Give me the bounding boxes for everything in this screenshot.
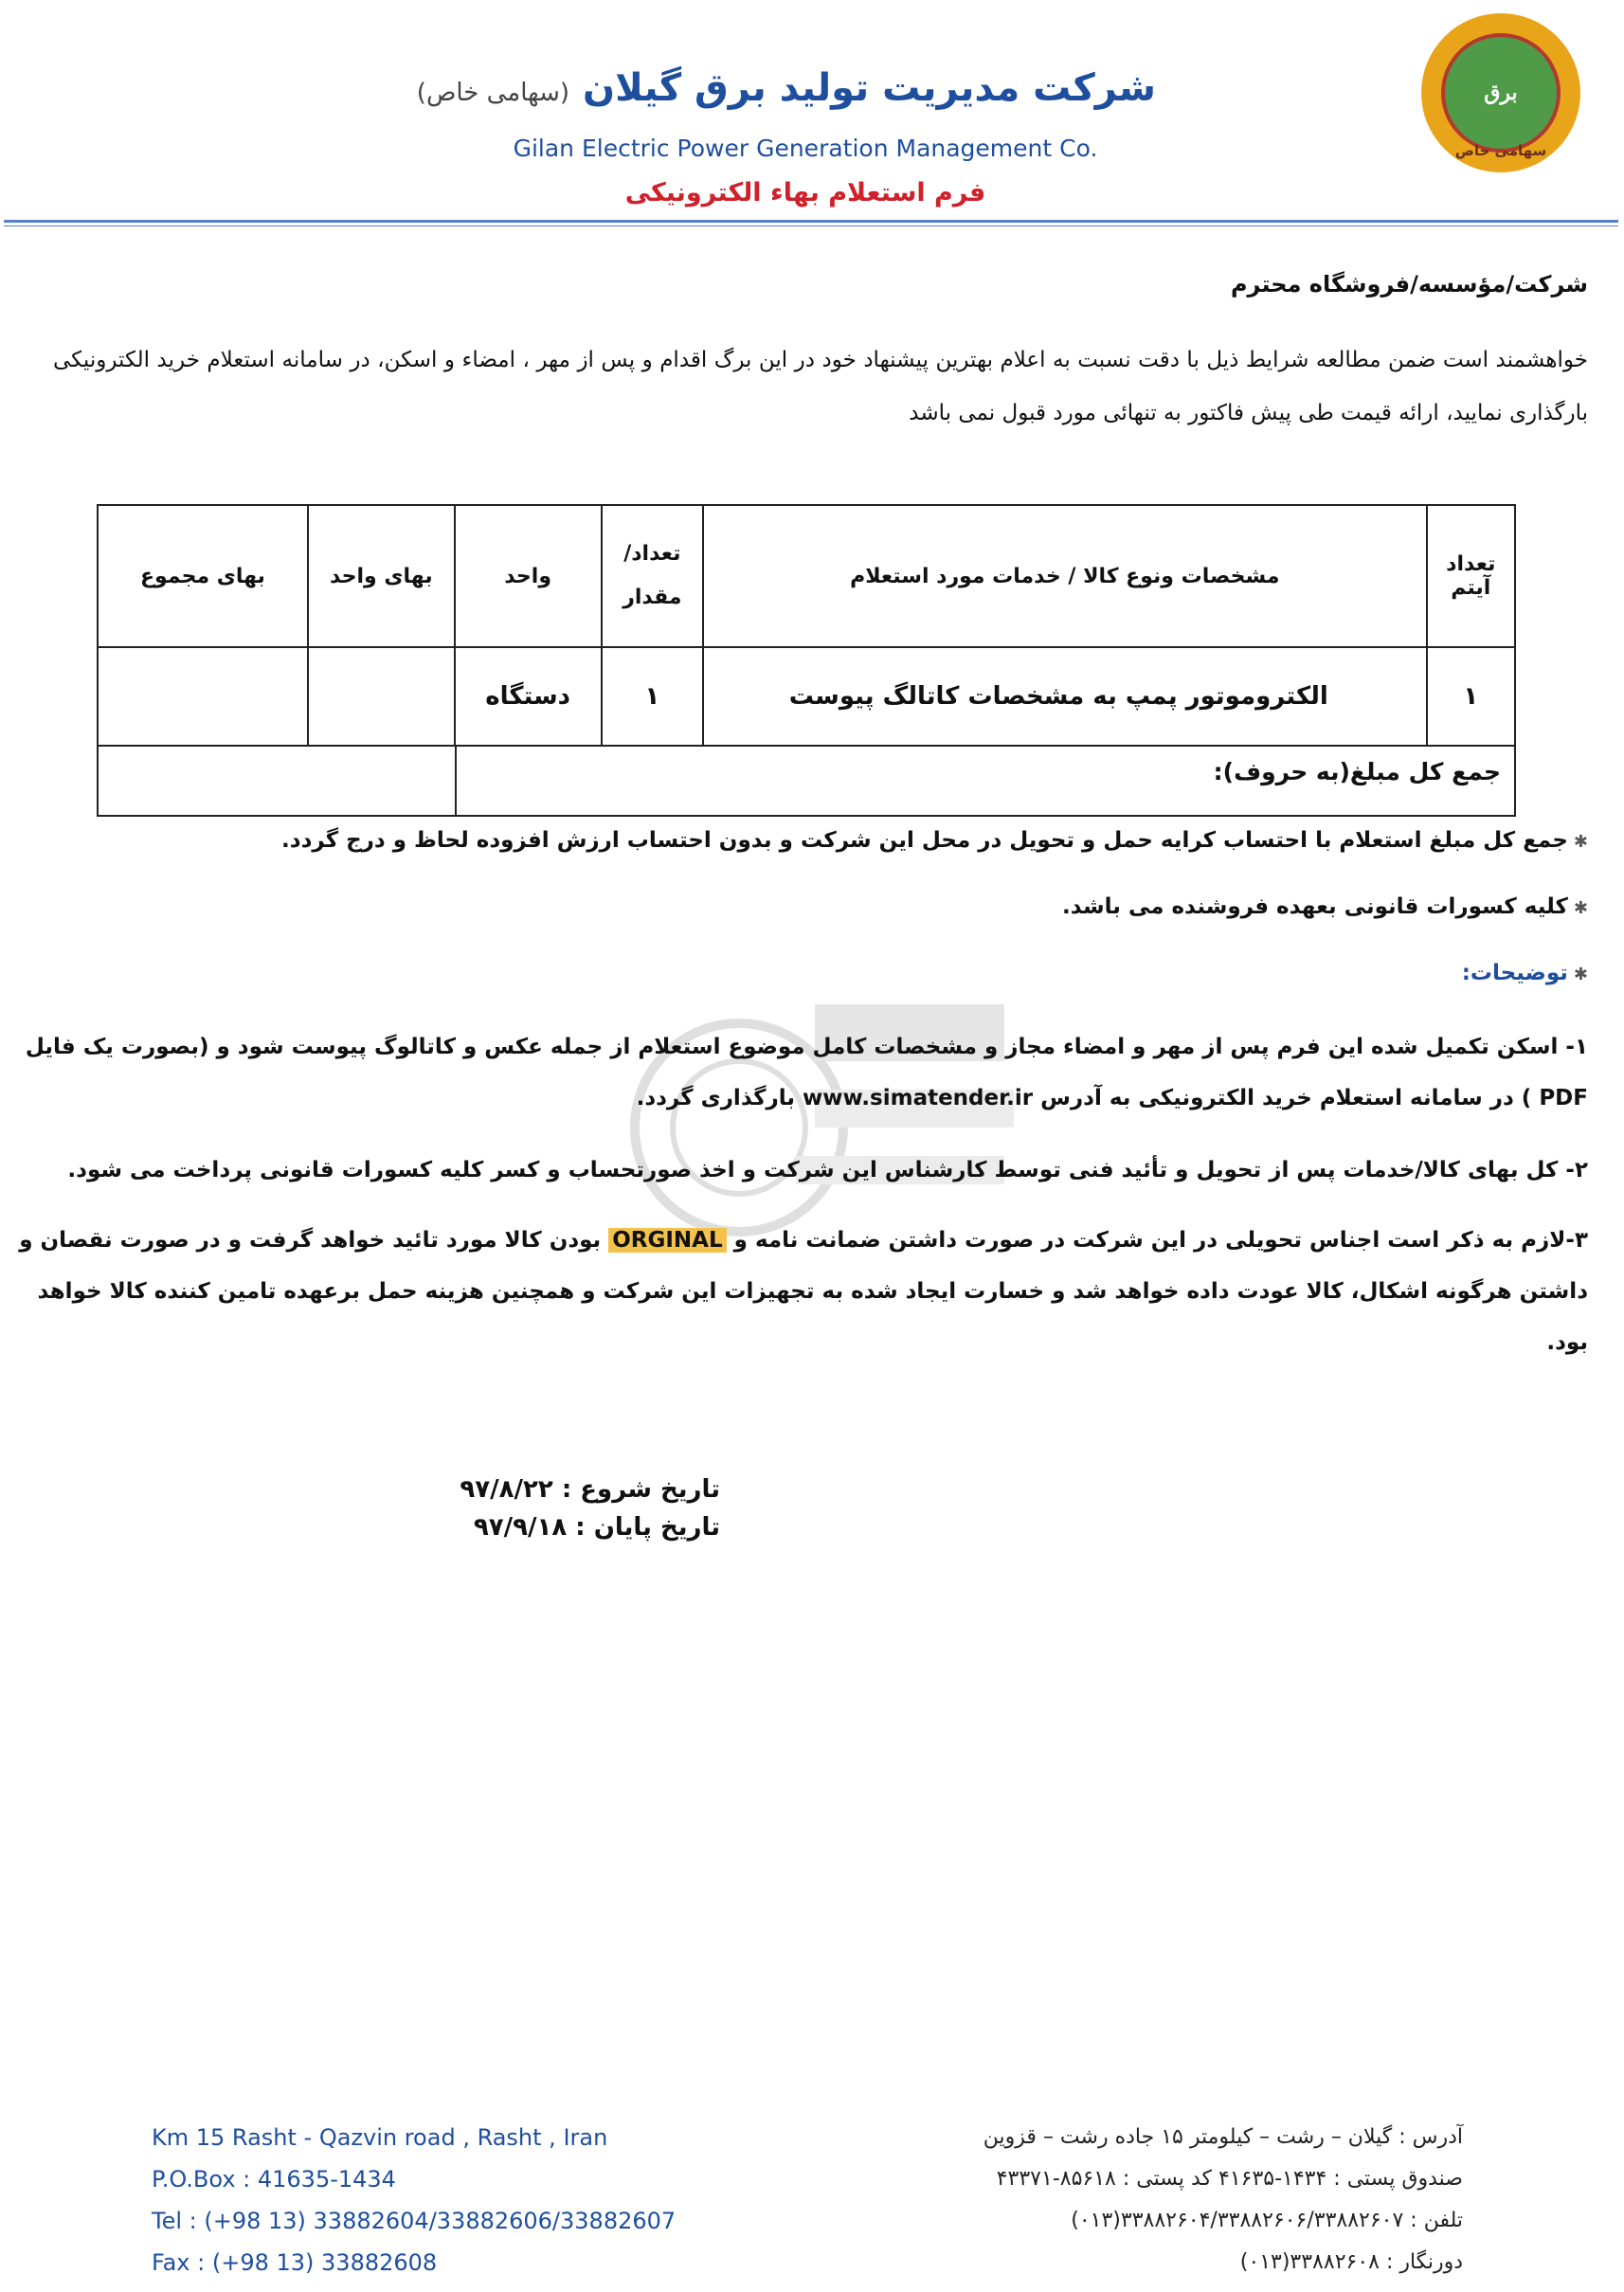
end-date-value: ۹۷/۹/۱۸ bbox=[473, 1513, 568, 1542]
start-date-label: تاریخ شروع : bbox=[561, 1475, 720, 1504]
company-logo bbox=[1421, 13, 1580, 172]
note-1-text-c: بارگذاری گردد. bbox=[636, 1086, 795, 1110]
logo-ring-text: سهامی خاص bbox=[1454, 142, 1547, 159]
footer-pobox-fa: صندوق پستی : ۱۴۳۴-۴۱۶۳۵ کد پستی : ۸۵۶۱۸-۴۳۳۷۱ bbox=[996, 2167, 1463, 2191]
footer-address-fa: آدرس : گیلان – رشت – کیلومتر ۱۵ جاده رشت – قزوین bbox=[983, 2125, 1463, 2149]
note-1-text-b: ) در سامانه استعلام خرید الکترونیکی به آدرس bbox=[1040, 1086, 1532, 1110]
notes-heading bbox=[1462, 961, 1588, 985]
note-1 bbox=[19, 1021, 1588, 1124]
col-header-unit-price: بهای واحد bbox=[308, 505, 455, 647]
end-date-label: تاریخ پایان : bbox=[575, 1513, 720, 1542]
note-2 bbox=[19, 1145, 1588, 1196]
sum-row-divider bbox=[455, 747, 457, 815]
company-name-fa-main: شرکت مدیریت تولید برق گیلان bbox=[583, 66, 1156, 110]
logo-emblem bbox=[1441, 33, 1561, 153]
col-header-qty-line2: مقدار bbox=[623, 586, 682, 609]
salutation: شرکت/مؤسسه/فروشگاه محترم bbox=[1230, 271, 1588, 298]
condition-text: کلیه کسورات قانونی بعهده فروشنده می باشد. bbox=[1062, 894, 1568, 919]
table-header-row bbox=[98, 505, 1515, 647]
condition-item bbox=[281, 828, 1588, 853]
footer-address-en: Km 15 Rasht - Qazvin road , Rasht , Iran bbox=[152, 2124, 608, 2151]
start-date-value: ۹۷/۸/۲۲ bbox=[460, 1475, 553, 1504]
asterisk-icon: ✱ bbox=[1573, 898, 1588, 918]
notes-title: توضیحات: bbox=[1461, 961, 1568, 985]
form-title: فرم استعلام بهاء الکترونیکی bbox=[624, 178, 986, 208]
company-name-fa-sub: (سهامی خاص) bbox=[416, 79, 570, 107]
cell-qty: ۱ bbox=[602, 647, 703, 746]
company-name-en: Gilan Electric Power Generation Management Co. bbox=[513, 135, 1098, 162]
items-table bbox=[97, 504, 1516, 747]
start-date bbox=[417, 1471, 720, 1508]
cell-description: الکتروموتور پمپ به مشخصات کاتالگ پیوست bbox=[703, 647, 1426, 746]
footer-tel-fa: تلفن : ۳۳۸۸۲۶۰۴/۳۳۸۸۲۶۰۶/۳۳۸۸۲۶۰۷(۰۱۳) bbox=[1071, 2209, 1463, 2232]
sum-row bbox=[97, 745, 1516, 817]
note-3-text-a: ۳-لازم به ذکر است اجناس تحویلی در این شرکت در صورت داشتن ضمانت نامه و bbox=[733, 1228, 1588, 1253]
cell-index: ۱ bbox=[1427, 647, 1515, 746]
asterisk-icon: ✱ bbox=[1573, 965, 1588, 984]
condition-text: جمع کل مبلغ استعلام با احتساب کرایه حمل و تحویل در محل این شرکت و بدون احتساب ارزش افزوده لحاظ و درج گردد. bbox=[281, 828, 1568, 853]
note-2-text: ۲- کل بهای کالا/خدمات پس از تحویل و تأئید فنی توسط کارشناس این شرکت و اخذ صورتحساب و کسر کلیه کسورات قانونی پرداخت می شود. bbox=[67, 1158, 1588, 1182]
dates-block bbox=[417, 1471, 720, 1546]
condition-item bbox=[1062, 894, 1588, 919]
col-header-unit: واحد bbox=[455, 505, 602, 647]
col-header-index: تعداد آیتم bbox=[1427, 505, 1515, 647]
end-date bbox=[417, 1508, 720, 1546]
asterisk-icon: ✱ bbox=[1573, 832, 1588, 852]
cell-unit-price[interactable] bbox=[308, 647, 455, 746]
col-header-qty-line1: تعداد/ bbox=[623, 542, 681, 566]
note-1-text-a: ۱- اسکن تکمیل شده این فرم پس از مهر و امضاء مجاز و مشخصات کامل موضوع استعلام از جمله عکس و کاتالوگ پیوست شود و (بصورت یک فایل bbox=[25, 1035, 1588, 1059]
note-3 bbox=[19, 1215, 1588, 1368]
footer-contact-en bbox=[152, 2117, 676, 2283]
footer-fax-en: Fax : (+98 13) 33882608 bbox=[152, 2249, 438, 2276]
cell-unit: دستگاه bbox=[455, 647, 602, 746]
cell-total-price[interactable] bbox=[98, 647, 308, 746]
footer-fax-fa: دورنگار : ۳۳۸۸۲۶۰۸(۰۱۳) bbox=[1239, 2250, 1463, 2274]
intro-paragraph: خواهشمند است ضمن مطالعه شرایط ذیل با دقت نسبت به اعلام بهترین پیشنهاد خود در این برگ اقدام و پس از مهر ، امضاء و اسکن، در سامانه استعلام خرید الکترونیکی بارگذاری نمایید، ارائه قیمت طی پیش فاکتور به تنهائی مورد قبول نمی باشد bbox=[53, 348, 1588, 425]
col-header-total-price: بهای مجموع bbox=[98, 505, 308, 647]
note-3-highlight: ORGINAL bbox=[608, 1228, 726, 1253]
col-header-qty bbox=[602, 505, 703, 647]
header-divider bbox=[4, 220, 1618, 223]
footer-contact-fa bbox=[983, 2117, 1463, 2283]
note-1-pdf: PDF bbox=[1539, 1086, 1588, 1110]
company-name-fa bbox=[416, 66, 1156, 110]
footer-tel-en: Tel : (+98 13) 33882604/33882606/33882607 bbox=[152, 2208, 677, 2234]
sum-label: جمع کل مبلغ(به حروف): bbox=[1213, 758, 1501, 785]
table-row bbox=[98, 647, 1515, 746]
note-1-url-link[interactable]: www.simatender.ir bbox=[803, 1086, 1034, 1110]
footer-pobox-en: P.O.Box : 41635-1434 bbox=[152, 2166, 396, 2193]
note-3-text-b: بودن کالا مورد تائید خواهد گرفت و در صورت نقصان و داشتن هرگونه اشکال، کالا عودت داده خواهد شد و خسارت ایجاد شده به تجهیزات این شرکت و همچنین هزینه حمل برعهده تامین کننده کالا خواهد بود. bbox=[19, 1228, 1588, 1355]
col-header-description: مشخصات ونوع کالا / خدمات مورد استعلام bbox=[703, 505, 1426, 647]
logo-center-text: برق bbox=[1484, 81, 1518, 105]
